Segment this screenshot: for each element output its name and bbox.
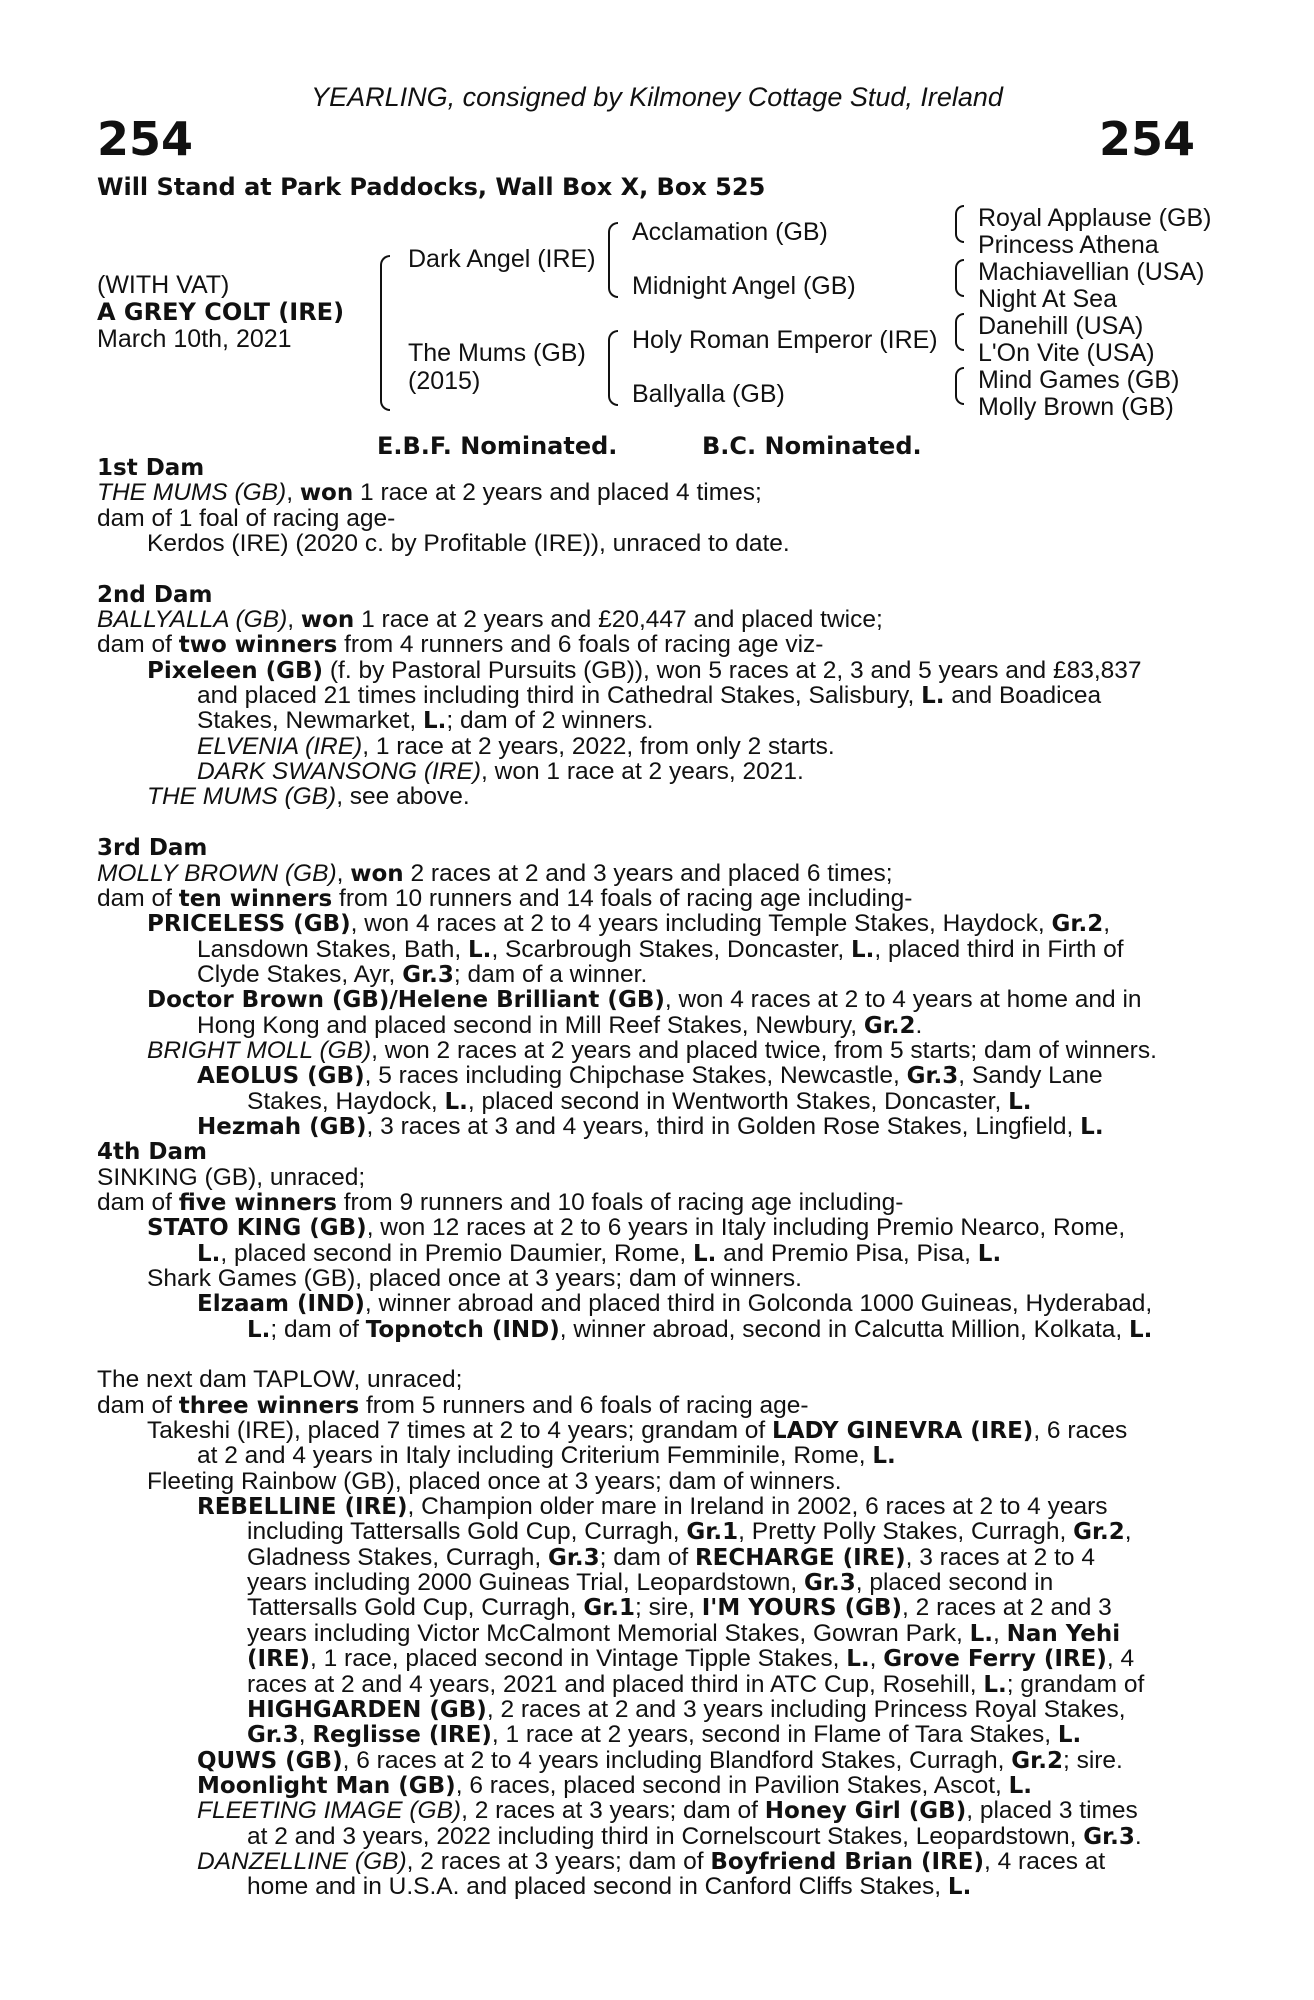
- text-line: SINKING (GB), unraced;: [97, 1163, 366, 1191]
- text-line: L., placed second in Premio Daumier, Rome, L. and Premio Pisa, Pisa, L.: [197, 1239, 1002, 1267]
- lot-number-right: 254: [1098, 112, 1195, 166]
- bc-nomination: B.C. Nominated.: [702, 432, 922, 460]
- brace-main: [380, 255, 390, 411]
- text-line: BALLYALLA (GB), won 1 race at 2 years and £20,447 and placed twice;: [97, 606, 883, 634]
- text-line: Gr.3, Reglisse (IRE), 1 race at 2 years, second in Flame of Tara Stakes, L.: [247, 1721, 1082, 1749]
- text-line: home and in U.S.A. and placed second in Canford Cliffs Stakes, L.: [247, 1873, 972, 1901]
- ddd: Molly Brown (GB): [978, 393, 1174, 421]
- ssd: Princess Athena: [978, 231, 1159, 259]
- dam-year: (2015): [408, 367, 481, 395]
- horse-name: A GREY COLT (IRE): [97, 298, 345, 326]
- text-line: dam of ten winners from 10 runners and 14 foals of racing age including-: [97, 884, 913, 912]
- text-line: Hezmah (GB), 3 races at 3 and 4 years, third in Golden Rose Stakes, Lingfield, L.: [197, 1112, 1104, 1140]
- text-line: THE MUMS (GB), see above.: [147, 783, 470, 811]
- brace-dam: [608, 330, 618, 406]
- text-line: FLEETING IMAGE (GB), 2 races at 3 years; dam of Honey Girl (GB), placed 3 times: [197, 1797, 1138, 1825]
- text-line: L.; dam of Topnotch (IND), winner abroad, second in Calcutta Million, Kolkata, L.: [247, 1315, 1153, 1343]
- text-line: 2nd Dam: [97, 581, 213, 608]
- text-line: Lansdown Stakes, Bath, L., Scarbrough Stakes, Doncaster, L., placed third in Firth of: [197, 935, 1124, 963]
- sss: Royal Applause (GB): [978, 204, 1212, 232]
- dam-name: The Mums (GB): [408, 339, 586, 367]
- text-line: Takeshi (IRE), placed 7 times at 2 to 4 years; grandam of LADY GINEVRA (IRE), 6 races: [147, 1417, 1128, 1445]
- text-line: Gladness Stakes, Curragh, Gr.3; dam of RECHARGE (IRE), 3 races at 2 to 4: [247, 1543, 1095, 1571]
- lot-number-left: 254: [97, 112, 194, 166]
- text-line: THE MUMS (GB), won 1 race at 2 years and placed 4 times;: [97, 479, 762, 507]
- dam-sire: Holy Roman Emperor (IRE): [632, 326, 938, 354]
- text-line: Stakes, Haydock, L., placed second in Wentworth Stakes, Doncaster, L.: [247, 1087, 1032, 1115]
- text-line: Doctor Brown (GB)/Helene Brilliant (GB), won 4 races at 2 to 4 years at home and in: [147, 986, 1142, 1014]
- ebf-nomination: E.B.F. Nominated.: [377, 432, 618, 460]
- text-line: at 2 and 3 years, 2022 including third in Cornelscourt Stakes, Leopardstown, Gr.3.: [247, 1822, 1142, 1850]
- brace-dd: [955, 367, 964, 405]
- brace-sd: [955, 259, 964, 297]
- foaling-date: March 10th, 2021: [97, 325, 292, 353]
- text-line: dam of 1 foal of racing age-: [97, 504, 396, 532]
- sds: Machiavellian (USA): [978, 258, 1205, 286]
- dss: Danehill (USA): [978, 312, 1144, 340]
- text-line: Hong Kong and placed second in Mill Reef Stakes, Newbury, Gr.2.: [197, 1011, 923, 1039]
- text-line: DANZELLINE (GB), 2 races at 3 years; dam of Boyfriend Brian (IRE), 4 races at: [197, 1847, 1106, 1875]
- text-line: including Tattersalls Gold Cup, Curragh, Gr.1, Pretty Polly Stakes, Curragh, Gr.2,: [247, 1518, 1132, 1546]
- text-line: HIGHGARDEN (GB), 2 races at 2 and 3 years including Princess Royal Stakes,: [247, 1695, 1126, 1723]
- dam-produce-records: [97, 455, 1197, 1900]
- text-line: REBELLINE (IRE), Champion older mare in Ireland in 2002, 6 races at 2 to 4 years: [197, 1493, 1108, 1521]
- text-line: Fleeting Rainbow (GB), placed once at 3 years; dam of winners.: [147, 1467, 842, 1495]
- sire-name: Dark Angel (IRE): [408, 245, 596, 273]
- text-line: Kerdos (IRE) (2020 c. by Profitable (IRE)), unraced to date.: [147, 530, 790, 558]
- text-line: MOLLY BROWN (GB), won 2 races at 2 and 3 years and placed 6 times;: [97, 859, 893, 887]
- text-line: PRICELESS (GB), won 4 races at 2 to 4 years including Temple Stakes, Haydock, Gr.2,: [147, 910, 1111, 938]
- text-line: AEOLUS (GB), 5 races including Chipchase Stakes, Newcastle, Gr.3, Sandy Lane: [197, 1062, 1103, 1090]
- text-line: dam of three winners from 5 runners and 6 foals of racing age-: [97, 1391, 809, 1419]
- text-line: 3rd Dam: [97, 835, 208, 862]
- vat-note: (WITH VAT): [97, 271, 230, 299]
- text-line: Moonlight Man (GB), 6 races, placed second in Pavilion Stakes, Ascot, L.: [197, 1771, 1033, 1799]
- text-line: DARK SWANSONG (IRE), won 1 race at 2 years, 2021.: [197, 758, 804, 786]
- text-line: years including 2000 Guineas Trial, Leopardstown, Gr.3, placed second in: [247, 1569, 1054, 1597]
- text-line: 1st Dam: [97, 455, 205, 481]
- text-line: years including Victor McCalmont Memorial Stakes, Gowran Park, L., Nan Yehi: [247, 1619, 1121, 1647]
- text-line: (IRE), 1 race, placed second in Vintage Tipple Stakes, L., Grove Ferry (IRE), 4: [247, 1645, 1135, 1673]
- text-line: dam of five winners from 9 runners and 10 foals of racing age including-: [97, 1188, 904, 1216]
- text-line: races at 2 and 4 years, 2021 and placed third in ATC Cup, Rosehill, L.; grandam of: [247, 1670, 1145, 1698]
- text-line: Elzaam (IND), winner abroad and placed third in Golconda 1000 Guineas, Hyderabad,: [197, 1290, 1153, 1318]
- sdd: Night At Sea: [978, 285, 1117, 313]
- text-line: Stakes, Newmarket, L.; dam of 2 winners.: [197, 707, 654, 735]
- text-line: Pixeleen (GB) (f. by Pastoral Pursuits (GB)), won 5 races at 2, 3 and 5 years and £83,837: [147, 656, 1142, 684]
- brace-ss: [955, 205, 964, 243]
- text-line: Shark Games (GB), placed once at 3 years; dam of winners.: [147, 1265, 802, 1292]
- text-line: BRIGHT MOLL (GB), won 2 races at 2 years and placed twice, from 5 starts; dam of winners.: [147, 1036, 1157, 1064]
- sire-dam: Midnight Angel (GB): [632, 272, 856, 300]
- text-line: The next dam TAPLOW, unraced;: [97, 1366, 463, 1394]
- sire-sire: Acclamation (GB): [632, 218, 828, 246]
- spacer: [97, 810, 1197, 835]
- dds: Mind Games (GB): [978, 366, 1180, 394]
- text-line: STATO KING (GB), won 12 races at 2 to 6 years in Italy including Premio Nearco, Rome,: [147, 1214, 1126, 1242]
- brace-sire: [608, 222, 618, 298]
- text-line: 4th Dam: [97, 1139, 207, 1166]
- text-line: Tattersalls Gold Cup, Curragh, Gr.1; sire, I'M YOURS (GB), 2 races at 2 and 3: [247, 1594, 1112, 1622]
- brace-ds: [955, 313, 964, 351]
- text-line: and placed 21 times including third in Cathedral Stakes, Salisbury, L. and Boadicea: [197, 682, 1102, 710]
- text-line: ELVENIA (IRE), 1 race at 2 years, 2022, from only 2 starts.: [197, 732, 835, 760]
- dsd: L'On Vite (USA): [978, 339, 1155, 367]
- text-line: dam of two winners from 4 runners and 6 foals of racing age viz-: [97, 631, 824, 659]
- text-line: QUWS (GB), 6 races at 2 to 4 years including Blandford Stakes, Curragh, Gr.2; sire.: [197, 1746, 1123, 1774]
- text-line: Clyde Stakes, Ayr, Gr.3; dam of a winner.: [197, 960, 648, 988]
- spacer: [97, 556, 1197, 581]
- stand-location: Will Stand at Park Paddocks, Wall Box X, Box 525: [97, 173, 766, 201]
- dam-dam: Ballyalla (GB): [632, 380, 785, 408]
- text-line: at 2 and 4 years in Italy including Criterium Femminile, Rome, L.: [197, 1442, 896, 1470]
- spacer: [97, 1342, 1197, 1367]
- consignment-line: YEARLING, consigned by Kilmoney Cottage Stud, Ireland: [311, 82, 1003, 112]
